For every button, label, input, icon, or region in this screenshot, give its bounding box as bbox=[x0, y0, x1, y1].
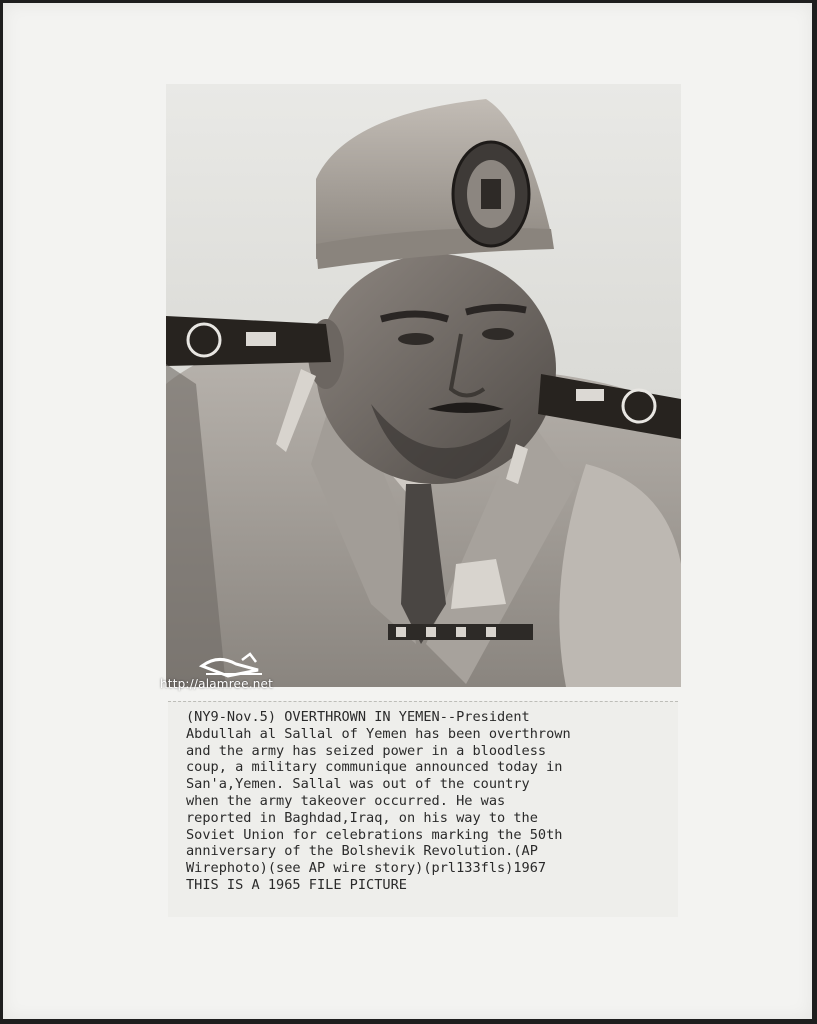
caption-line: coup, a military communique announced today in bbox=[186, 759, 563, 776]
caption-line: Soviet Union for celebrations marking the 50th bbox=[186, 826, 563, 843]
portrait-illustration bbox=[166, 84, 681, 687]
photo-caption bbox=[186, 709, 676, 894]
caption-line: Wirephoto)(see AP wire story)(prl133fls)1967 bbox=[186, 860, 547, 877]
caption-line: and the army has seized power in a bloodless bbox=[186, 742, 547, 759]
caption-line: Abdullah al Sallal of Yemen has been overthrown bbox=[186, 725, 571, 742]
caption-line: San'a,Yemen. Sallal was out of the country bbox=[186, 776, 530, 793]
caption-line: anniversary of the Bolshevik Revolution.(AP bbox=[186, 843, 538, 860]
caption-line: reported in Baghdad,Iraq, on his way to the bbox=[186, 809, 538, 826]
watermark-url: http://alamree.net bbox=[160, 677, 274, 691]
caption-line: when the army takeover occurred. He was bbox=[186, 792, 506, 809]
caption-line: (NY9-Nov.5) OVERTHROWN IN YEMEN--President bbox=[186, 709, 530, 725]
portrait-photo bbox=[166, 84, 681, 687]
caption-line: THIS IS A 1965 FILE PICTURE bbox=[186, 876, 407, 893]
